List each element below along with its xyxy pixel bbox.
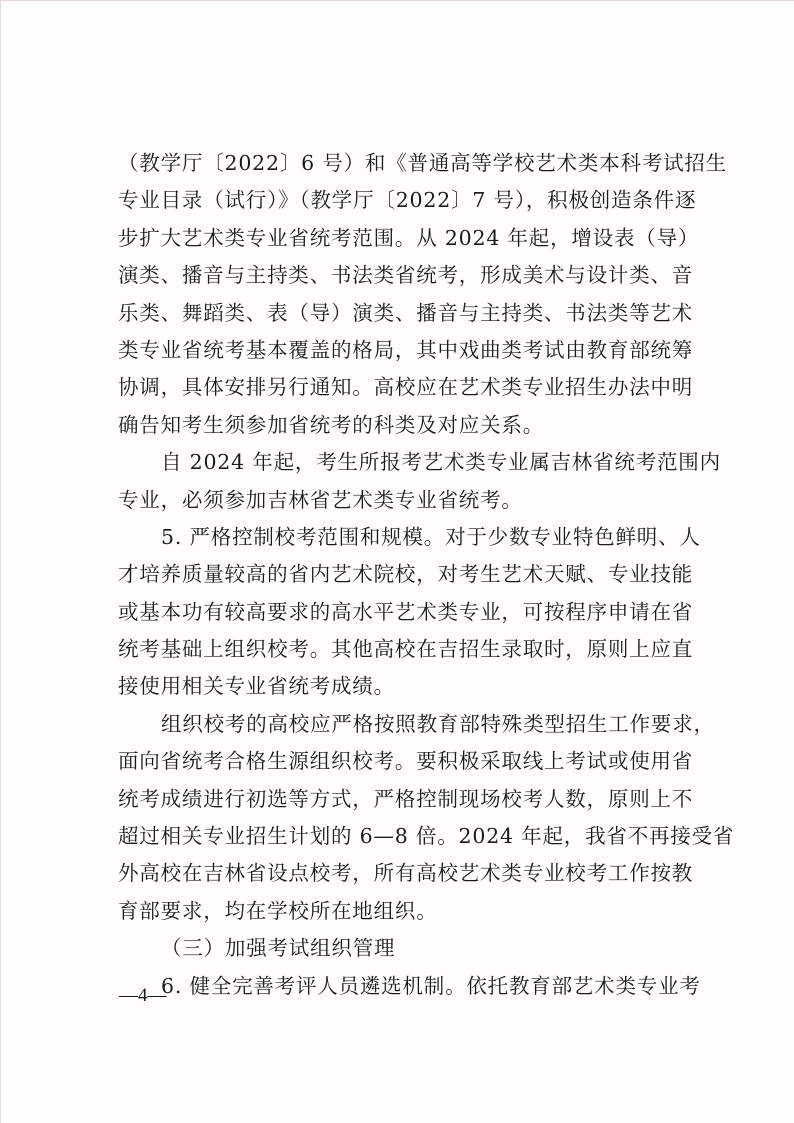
text-line: 专业目录（试行）》（教学厅〔2022〕7 号），积极创造条件逐 — [118, 188, 697, 213]
text-line: 外高校在吉林省设点校考，所有高校艺术类专业校考工作按教 — [118, 861, 694, 886]
text-line: 面向省统考合格生源组织校考。要积极采取线上考试或使用省 — [118, 749, 694, 774]
text-line: （教学厅〔2022〕6 号）和《普通高等学校艺术类本科考试招生 — [118, 151, 728, 175]
text-line: 才培养质量较高的省内艺术院校，对考生艺术天赋、专业技能 — [118, 562, 694, 587]
numbered-item-5: 5. 严格控制校考范围和规模。对于少数专业特色鲜明、人 — [161, 524, 701, 549]
text-line: 育部要求，均在学校所在地组织。 — [118, 898, 438, 923]
text-line: 超过相关专业招生计划的 6—8 倍。2024 年起，我省不再接受省 — [118, 824, 735, 849]
text-line: 统考成绩进行初选等方式，严格控制现场校考人数，原则上不 — [118, 786, 694, 811]
text-line: 步扩大艺术类专业省统考范围。从 2024 年起，增设表（导） — [118, 225, 700, 250]
text-line: 协调，具体安排另行通知。高校应在艺术类专业招生办法中明 — [118, 375, 694, 400]
text-line: 乐类、舞蹈类、表（导）演类、播音与主持类、书法类等艺术 — [118, 300, 694, 325]
paragraph-start-line: 自 2024 年起，考生所报考艺术类专业属吉林省统考范围内 — [161, 450, 721, 475]
text-line: 或基本功有较高要求的高水平艺术类专业，可按程序申请在省 — [118, 599, 694, 624]
text-line: 演类、播音与主持类、书法类省统考，形成美术与设计类、音 — [118, 263, 694, 288]
text-line: 统考基础上组织校考。其他高校在吉招生录取时，原则上应直 — [118, 637, 694, 662]
paragraph-start-line: 组织校考的高校应严格按照教育部特殊类型招生工作要求， — [161, 711, 715, 736]
text-line: 专业，必须参加吉林省艺术类专业省统考。 — [118, 487, 523, 512]
text-line: 确告知考生须参加省统考的科类及对应关系。 — [118, 412, 544, 437]
text-line: 接使用相关专业省统考成绩。 — [118, 674, 395, 699]
numbered-item-6: 6. 健全完善考评人员遴选机制。依托教育部艺术类专业考 — [161, 973, 701, 998]
document-body — [118, 145, 735, 1005]
text-line: 类专业省统考基本覆盖的格局，其中戏曲类考试由教育部统筹 — [118, 337, 694, 362]
section-heading: （三）加强考试组织管理 — [161, 936, 396, 961]
page-number: —4— — [119, 985, 167, 1006]
